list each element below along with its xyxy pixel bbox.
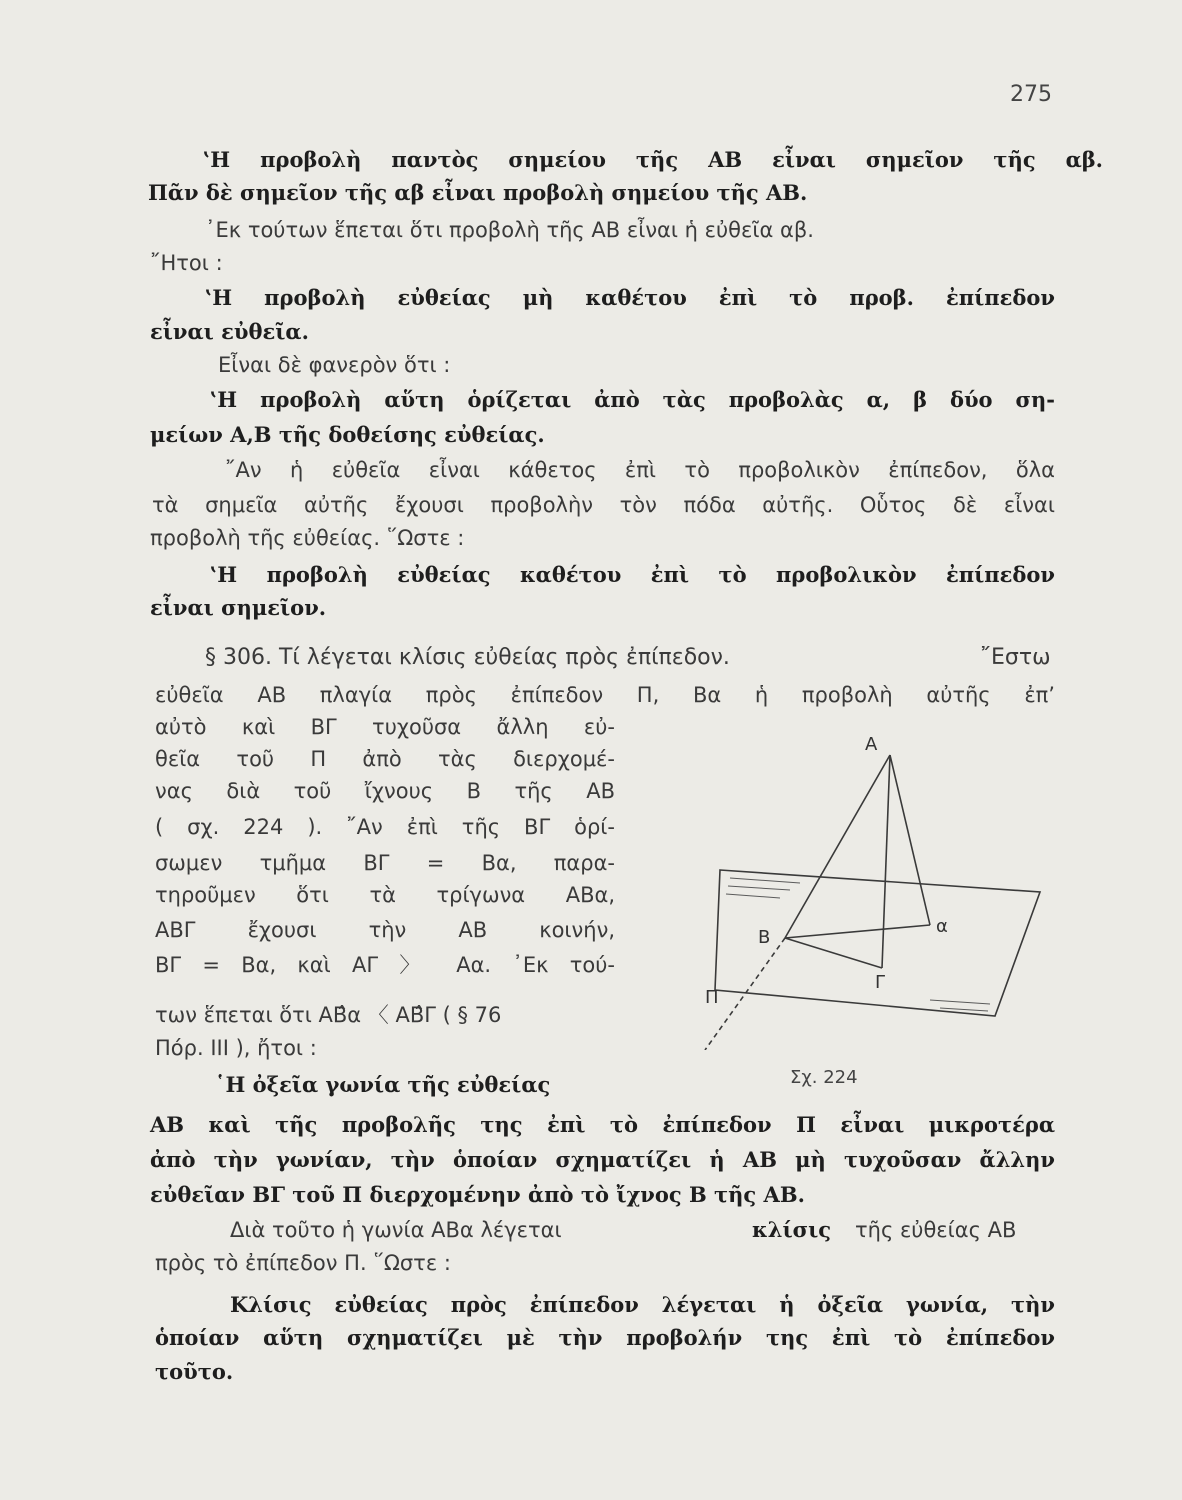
text-line-23: τηροῦμεν ὅτι τὰ τρίγωνα ΑΒα, xyxy=(155,883,615,907)
text-line-28: ῾Η ὀξεῖα γωνία τῆς εὐθείας xyxy=(215,1072,551,1097)
text-line-12: προβολὴ τῆς εὐθείας. ῞Ωστε : xyxy=(150,526,465,550)
line-AB xyxy=(785,755,890,938)
label-Gamma: Γ xyxy=(875,972,886,993)
text-line-17: εὐθεῖα ΑΒ πλαγία πρὸς ἐπίπεδον Π, Βα ἡ προβολὴ αὐτῆς ἐπ’ xyxy=(155,683,1055,707)
line-AG xyxy=(882,755,890,968)
text-line-31: εὐθεῖαν ΒΓ τοῦ Π διερχομένην ἀπὸ τὸ ἴχνος Β τῆς ΑΒ. xyxy=(150,1182,805,1207)
figure-224 xyxy=(690,720,1050,1050)
text-line-21: ( σχ. 224 ). ῎Αν ἐπὶ τῆς ΒΓ ὁρί- xyxy=(155,815,615,839)
text-line-7: Εἶναι δὲ φανερὸν ὅτι : xyxy=(218,353,451,377)
text-line-36: ὁποίαν αὕτη σχηματίζει μὲ τὴν προβολήν της ἐπὶ τὸ ἐπίπεδον xyxy=(155,1325,1055,1350)
text-line-30: ἀπὸ τὴν γωνίαν, τὴν ὁποίαν σχηματίζει ἡ ΑΒ μὴ τυχοῦσαν ἄλλην xyxy=(150,1147,1055,1172)
label-A: Α xyxy=(865,734,878,755)
figure-caption: Σχ. 224 xyxy=(790,1067,858,1088)
text-line-4: ῎Ητοι : xyxy=(150,251,223,275)
text-line-35: Κλίσις εὐθείας πρὸς ἐπίπεδον λέγεται ἡ ὀξεῖα γωνία, τὴν xyxy=(230,1292,1055,1317)
term-klisis: κλίσις xyxy=(752,1217,832,1242)
text-line-22: σωμεν τμῆμα ΒΓ = Βα, παρα- xyxy=(155,851,615,875)
text-line-32: Διὰ τοῦτο ἡ γωνία ΑΒα λέγεται xyxy=(230,1218,562,1242)
text-line-27: Πόρ. ΙΙΙ ), ἤτοι : xyxy=(155,1036,317,1060)
line-Aa xyxy=(890,755,930,925)
line-Ba xyxy=(785,925,930,938)
text-line-14: εἶναι σημεῖον. xyxy=(150,595,327,620)
page-number: 275 xyxy=(1010,82,1052,107)
text-line-16: ῎Εστω xyxy=(980,645,1051,670)
text-line-24: ΑΒΓ ἔχουσι τὴν ΑΒ κοινήν, xyxy=(155,918,615,942)
text-line-13: ‛Η προβολὴ εὐθείας καθέτου ἐπὶ τὸ προβολικὸν ἐπίπεδον xyxy=(210,562,1055,587)
text-line-5: ‛Η προβολὴ εὐθείας μὴ καθέτου ἐπὶ τὸ προβ. ἐπίπεδον xyxy=(205,285,1055,310)
text-line-25: ΒΓ = Βα, καὶ ΑΓ 〉 Αα. ᾿Εκ τού- xyxy=(155,953,615,977)
label-Pi: Π xyxy=(705,987,719,1008)
text-line-8: ‛Η προβολὴ αὕτη ὁρίζεται ἀπὸ τὰς προβολὰς α, β δύο ση- xyxy=(210,387,1055,412)
text-line-20: νας διὰ τοῦ ἴχνους Β τῆς ΑΒ xyxy=(155,779,615,803)
section-heading: § 306. Τί λέγεται κλίσις εὐθείας πρὸς ἐπίπεδον. xyxy=(205,645,730,670)
text-line-10: ῎Αν ἡ εὐθεῖα εἶναι κάθετος ἐπὶ τὸ προβολικὸν ἐπίπεδον, ὅλα xyxy=(225,458,1055,482)
label-B: Β xyxy=(758,927,771,948)
text-line-18: αὐτὸ καὶ ΒΓ τυχοῦσα ἄλλη εὐ- xyxy=(155,715,615,739)
text-line-2: Πᾶν δὲ σημεῖον τῆς αβ εἶναι προβολὴ σημείου τῆς ΑΒ. xyxy=(148,180,808,205)
text-line-19: θεῖα τοῦ Π ἀπὸ τὰς διερχομέ- xyxy=(155,747,615,771)
text-line-6: εἶναι εὐθεῖα. xyxy=(150,319,309,344)
text-line-26: των ἕπεται ὅτι ΑΒ̂α 〈 ΑΒ̂Γ ( § 76 xyxy=(155,1003,502,1027)
text-line-1: ‛Η προβολὴ παντὸς σημείου τῆς ΑΒ εἶναι σημεῖον τῆς αβ. xyxy=(203,147,1103,172)
line-BG xyxy=(785,938,882,968)
text-line-33: τῆς εὐθείας ΑΒ xyxy=(855,1218,1017,1242)
text-line-29: ΑΒ καὶ τῆς προβολῆς της ἐπὶ τὸ ἐπίπεδον Π εἶναι μικροτέρα xyxy=(150,1112,1055,1137)
text-line-3: ᾿Εκ τούτων ἕπεται ὅτι προβολὴ τῆς ΑΒ εἶναι ἡ εὐθεῖα αβ. xyxy=(205,218,814,242)
text-line-37: τοῦτο. xyxy=(155,1359,234,1384)
label-alpha: α xyxy=(936,916,948,937)
text-line-11: τὰ σημεῖα αὐτῆς ἔχουσι προβολὴν τὸν πόδα αὐτῆς. Οὗτος δὲ εἶναι xyxy=(152,493,1055,517)
text-line-34: πρὸς τὸ ἐπίπεδον Π. ῞Ωστε : xyxy=(155,1251,451,1275)
text-line-9: μείων Α,Β τῆς δοθείσης εὐθείας. xyxy=(150,422,545,447)
